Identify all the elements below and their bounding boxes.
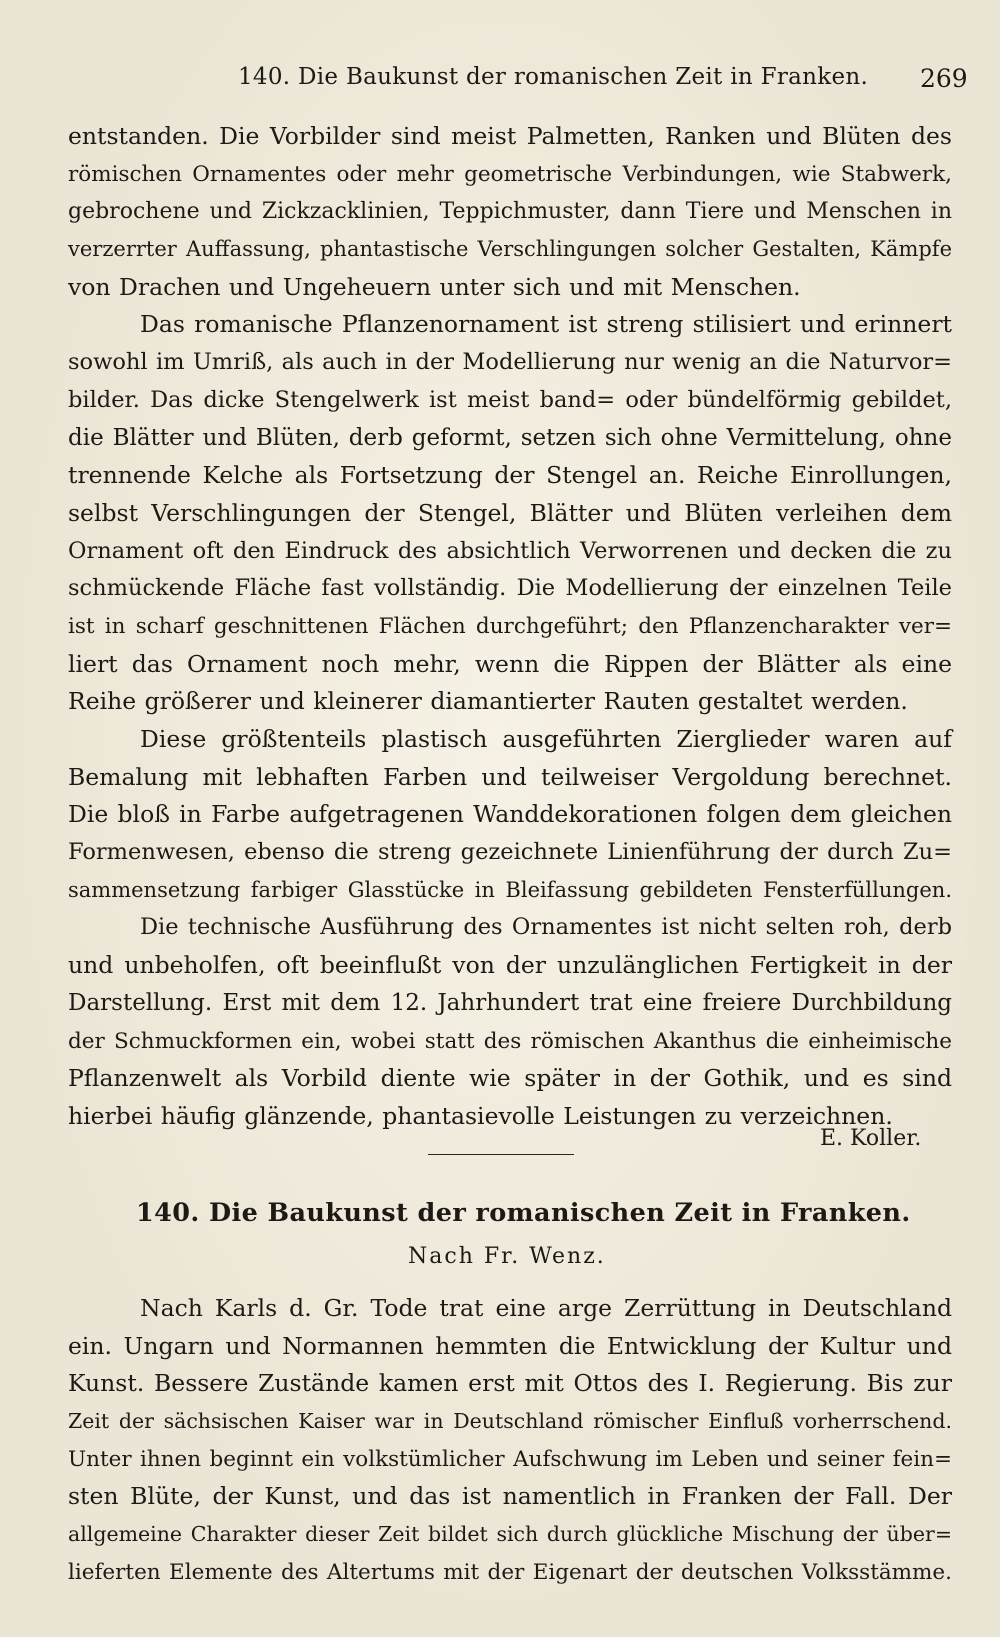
text-line: Bemalung mit lebhaften Farben und teilweiser Vergoldung berechnet.	[68, 762, 952, 791]
text-line: von Drachen und Ungeheuern unter sich und mit Menschen.	[68, 272, 801, 301]
author-signature: E. Koller.	[820, 1126, 922, 1151]
section-divider	[428, 1154, 574, 1155]
text-line: sowohl im Umriß, als auch in der Modellierung nur wenig an die Naturvor=	[68, 349, 952, 376]
text-line: entstanden. Die Vorbilder sind meist Palmetten, Ranken und Blüten des	[68, 122, 952, 150]
text-line: selbst Verschlingungen der Stengel, Blätter und Blüten verleihen dem	[68, 498, 952, 527]
text-line: bilder. Das dicke Stengelwerk ist meist band= oder bündelförmig gebildet,	[68, 386, 952, 413]
text-line: Nach Karls d. Gr. Tode trat eine arge Zerrüttung in Deutschland	[140, 1294, 952, 1322]
body-text	[68, 118, 952, 1136]
text-line: liert das Ornament noch mehr, wenn die Rippen der Blätter als eine	[68, 649, 952, 678]
page-number: 269	[920, 64, 968, 93]
text-line: sten Blüte, der Kunst, und das ist namentlich in Franken der Fall. Der	[68, 1482, 952, 1511]
text-line: Diese größtenteils plastisch ausgeführten Zierglieder waren auf	[140, 725, 952, 753]
text-line: hierbei häufig glänzende, phantasievolle Leistungen zu verzeichnen.	[68, 1101, 893, 1130]
text-line: ein. Ungarn und Normannen hemmten die Entwicklung der Kultur und	[68, 1331, 952, 1360]
text-line: gebrochene und Zickzacklinien, Teppichmuster, dann Tiere und Menschen in	[68, 199, 952, 225]
text-line: Unter ihnen beginnt ein volkstümlicher Aufschwung im Leben und seiner fein=	[68, 1446, 952, 1472]
text-line: allgemeine Charakter dieser Zeit bildet sich durch glückliche Mischung der über=	[68, 1522, 952, 1547]
running-head	[0, 60, 1000, 96]
text-line: Pflanzenwelt als Vorbild diente wie später in der Gothik, und es sind	[68, 1064, 952, 1093]
section-heading: 140. Die Baukunst der romanischen Zeit in Franken.	[136, 1198, 911, 1228]
text-line: trennende Kelche als Fortsetzung der Stengel an. Reiche Einrollungen,	[68, 461, 952, 490]
text-line: Zeit der sächsischen Kaiser war in Deutschland römischer Einfluß vorherrschend.	[68, 1409, 952, 1434]
text-line: Darstellung. Erst mit dem 12. Jahrhundert trat eine freiere Durchbildung	[68, 989, 952, 1016]
text-line: Kunst. Bessere Zustände kamen erst mit Ottos des I. Regierung. Bis zur	[68, 1369, 952, 1398]
text-line: verzerrter Auffassung, phantastische Verschlingungen solcher Gestalten, Kämpfe	[68, 237, 952, 262]
text-line: lieferten Elemente des Altertums mit der Eigenart der deutschen Volksstämme.	[68, 1559, 952, 1585]
text-line: Das romanische Pflanzenornament ist streng stilisiert und erinnert	[140, 310, 952, 339]
text-line: schmückende Fläche fast vollständig. Die Modellierung der einzelnen Teile	[68, 575, 952, 602]
text-line: Reihe größerer und kleinerer diamantierter Rauten gestaltet werden.	[68, 687, 908, 716]
text-line: die Blätter und Blüten, derb geformt, setzen sich ohne Vermittelung, ohne	[68, 424, 952, 451]
text-line: Formenwesen, ebenso die streng gezeichnete Linienführung der durch Zu=	[68, 839, 952, 866]
text-line: ist in scharf geschnittenen Flächen durchgeführt; den Pflanzencharakter ver=	[68, 613, 952, 639]
text-line: sammensetzung farbiger Glasstücke in Bleifassung gebildeten Fensterfüllungen.	[68, 877, 952, 902]
running-title: 140. Die Baukunst der romanischen Zeit in Franken.	[238, 64, 869, 90]
text-line: Die bloß in Farbe aufgetragenen Wanddekorationen folgen dem gleichen	[68, 800, 952, 829]
section-text	[68, 1290, 952, 1592]
text-line: und unbeholfen, oft beeinflußt von der unzulänglichen Fertigkeit in der	[68, 951, 952, 980]
source-attribution: Nach Fr. Wenz.	[408, 1244, 606, 1269]
text-line: der Schmuckformen ein, wobei statt des römischen Akanthus die einheimische	[68, 1028, 952, 1054]
text-line: römischen Ornamentes oder mehr geometrische Verbindungen, wie Stabwerk,	[68, 161, 952, 187]
text-line: Die technische Ausführung des Ornamentes ist nicht selten roh, derb	[140, 914, 952, 941]
text-line: Ornament oft den Eindruck des absichtlich Verworrenen und decken die zu	[68, 537, 952, 564]
